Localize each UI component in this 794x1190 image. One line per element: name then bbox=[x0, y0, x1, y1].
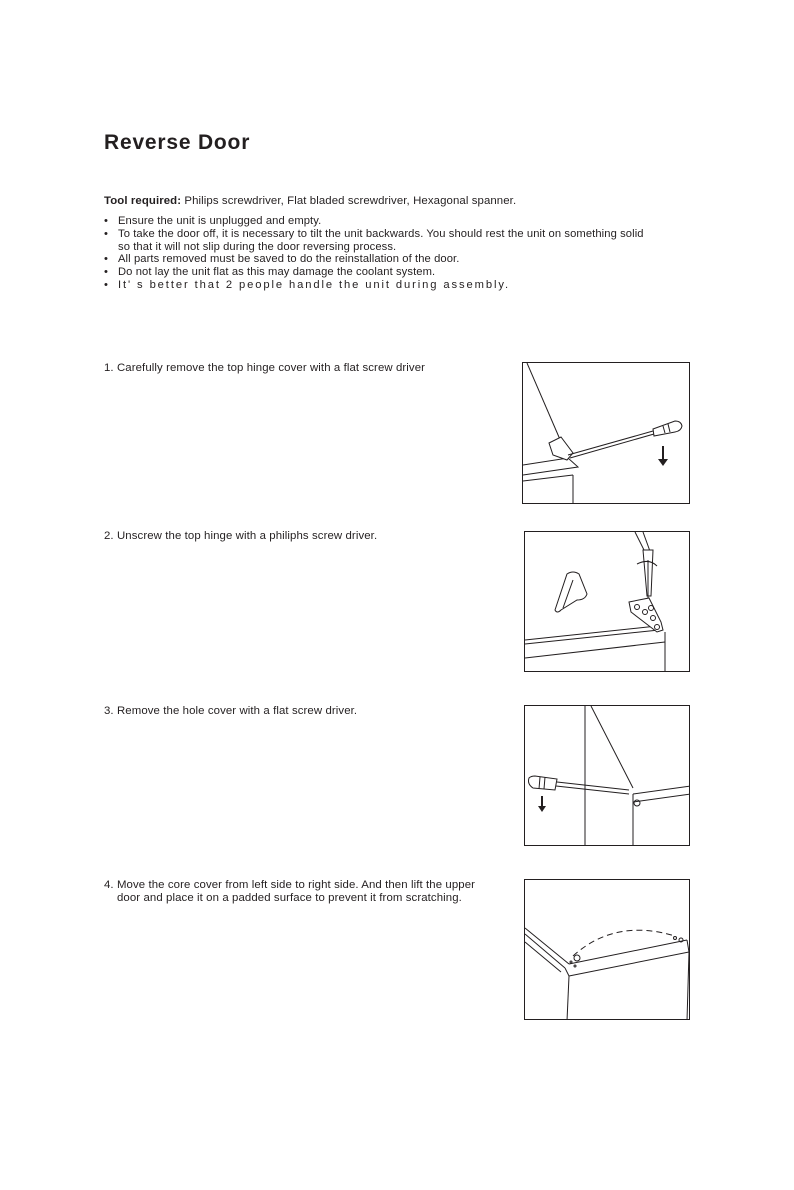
screwdriver-icon bbox=[525, 706, 690, 846]
page-title: Reverse Door bbox=[104, 131, 251, 154]
step-text: Move the core cover from left side to right side. And then lift the upper bbox=[113, 879, 476, 891]
door-lift-illustration bbox=[524, 879, 690, 1020]
screwdriver-icon bbox=[525, 532, 690, 672]
bullet-icon: • bbox=[104, 266, 109, 279]
safety-notes-list bbox=[104, 215, 718, 292]
step-text: Remove the hole cover with a flat screw driver. bbox=[113, 705, 358, 717]
list-item: • All parts removed must be saved to do the reinstallation of the door. bbox=[104, 253, 460, 266]
step-number: 3. bbox=[104, 705, 114, 717]
step-1-instruction bbox=[104, 362, 504, 375]
tool-required-label: Tool required: bbox=[104, 195, 182, 207]
step-number: 4. bbox=[104, 879, 114, 891]
door-icon bbox=[525, 880, 690, 1020]
bullet-icon: • bbox=[104, 253, 109, 266]
list-item: • It' s better that 2 people handle the unit during assembly. bbox=[104, 278, 511, 291]
step-number: 2. bbox=[104, 530, 114, 542]
step-text: Unscrew the top hinge with a philiphs screw driver. bbox=[113, 530, 378, 542]
list-item: • Ensure the unit is unplugged and empty. bbox=[104, 215, 322, 227]
step-3-instruction bbox=[104, 705, 504, 718]
step-number: 1. bbox=[104, 362, 114, 374]
step-4-instruction bbox=[104, 879, 504, 905]
step-2-instruction bbox=[104, 530, 504, 543]
tool-requirements bbox=[104, 195, 516, 207]
bullet-icon: • bbox=[104, 227, 109, 240]
screwdriver-icon bbox=[523, 363, 690, 504]
top-hinge-unscrew-illustration bbox=[524, 531, 690, 672]
bullet-icon: • bbox=[104, 215, 109, 227]
list-item-continuation: so that it will not slip during the door reversing process. bbox=[118, 240, 397, 253]
list-item: • Do not lay the unit flat as this may damage the coolant system. bbox=[104, 266, 436, 279]
list-item: • To take the door off, it is necessary to tilt the unit backwards. You should rest the unit on something solid bbox=[104, 227, 644, 240]
hole-cover-removal-illustration bbox=[524, 705, 690, 846]
tool-list: Philips screwdriver, Flat bladed screwdriver, Hexagonal spanner. bbox=[181, 195, 517, 207]
bullet-icon: • bbox=[104, 278, 109, 291]
step-text: Carefully remove the top hinge cover with a flat screw driver bbox=[113, 362, 426, 374]
step-text-continuation: door and place it on a padded surface to prevent it from scratching. bbox=[117, 892, 462, 904]
hinge-cover-removal-illustration bbox=[522, 362, 690, 504]
